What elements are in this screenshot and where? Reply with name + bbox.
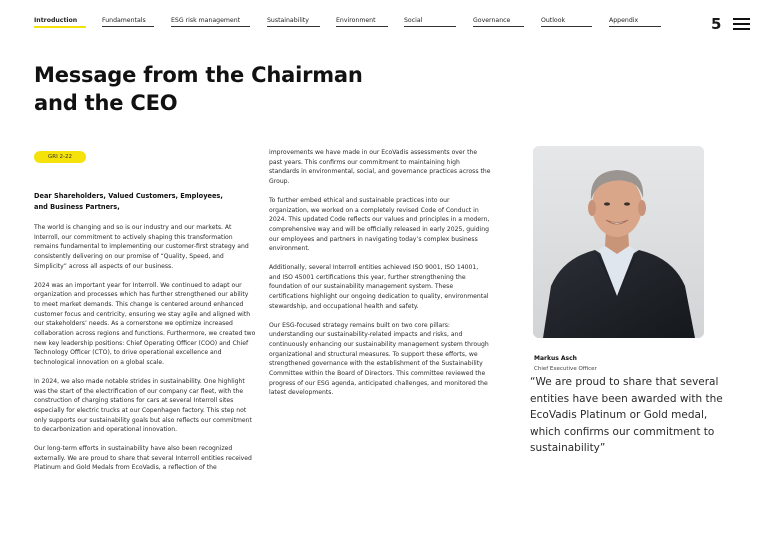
ceo-portrait-photo [533, 146, 704, 338]
top-navigation [0, 0, 765, 32]
nav-tab-sustainability[interactable]: Sustainability [267, 17, 320, 27]
page-title-line-2: and the CEO [34, 91, 178, 115]
gri-badge: GRI 2-22 [34, 151, 86, 163]
person-name: Markus Asch [534, 355, 577, 362]
paragraph: improvements we have made in our EcoVadis assessments over the past years. This confirms our commitment to maintaining high standards in environmental, social, and governance practices across the Group. [269, 149, 491, 186]
paragraph: The world is changing and so is our industry and our markets. At Interroll, our commitment to actively shaping this transformation remains fundamental to implementing our customer-first strategy and consistently delivering on our promise of “Quality, Speed, and Simplicity” across all aspects of our business. [34, 224, 249, 270]
nav-tab-social[interactable]: Social [404, 17, 456, 27]
paragraph: Our long-term efforts in sustainability have also been recognized externally. We are proud to share that several Interroll entities received Platinum and Gold Medals from EcoVadis, a reflection of the [34, 445, 252, 472]
paragraph: Additionally, several Interroll entities achieved ISO 9001, ISO 14001, and ISO 45001 certifications this year, further strengthening the foundation of our sustainability management system. These certifications highlight our ongoing dedication to quality, environmental stewardship, and occupational health and safety. [269, 264, 489, 310]
paragraph: In 2024, we also made notable strides in sustainability. One highlight was the start of the electrification of our company car fleet, with the construction of charging stations for cars at several Interroll sites especially for electric trucks at our Copenhagen factory. This step not only supports our sustainability goals but also reflects our commitment to decarbonization and operational innovation. [34, 377, 252, 434]
greeting-line-2: and Business Partners, [34, 203, 120, 211]
nav-tab-governance[interactable]: Governance [473, 17, 524, 27]
person-role: Chief Executive Officer [534, 366, 597, 372]
pull-quote: “We are proud to share that several entities have been awarded with the EcoVadis Platinum or Gold medal, which confirms our commitment to sustainability” [530, 376, 723, 454]
page-title [34, 61, 454, 117]
letter-column-1 [34, 191, 256, 482]
greeting-line-1: Dear Shareholders, Valued Customers, Employees, [34, 192, 223, 200]
nav-tab-appendix[interactable]: Appendix [609, 17, 661, 27]
nav-tab-environment[interactable]: Environment [336, 17, 388, 27]
paragraph: Our ESG-focused strategy remains built on two core pillars: understanding our sustainability-related impacts and risks, and continuously enhancing our sustainability management system through organizational and structural measures. To support these efforts, we strengthened governance with the establishment of the Sustainability Committee within the Board of Directors. This committee reviewed the progress of our ESG agenda, anticipated challenges, and monitored the latest developments. [269, 321, 489, 397]
portrait-illustration [533, 146, 704, 338]
paragraph: 2024 was an important year for Interroll. We continued to adapt our organization and processes which has further strengthened our ability to meet market demands. This change is centered around enhanced customer focus and centricity, ensuring we stay agile and aligned with our stakeholders’ needs. As a cornerstone we optimize increased collaboration across regions and functions. Furthermore, we created two new key leadership positions: Chief Operating Officer (COO) and Chief Technology Officer (CTO), to drive operational excellence and technological innovation on a global scale. [34, 281, 256, 367]
greeting [34, 191, 256, 213]
letter-column-2 [269, 148, 491, 407]
nav-tab-outlook[interactable]: Outlook [541, 17, 592, 27]
nav-tab-esg-risk-management[interactable]: ESG risk management [171, 17, 250, 27]
paragraph: To further embed ethical and sustainable practices into our organization, we worked on a completely revised Code of Conduct in 2024. This updated Code reflects our values and principles in a modern, comprehensive way and will be officially released in early 2025, guiding our employees and partners in navigating today’s complex business environment. [269, 196, 490, 253]
page-title-line-1: Message from the Chairman [34, 63, 363, 87]
page-number: 5 [711, 15, 722, 33]
hamburger-menu-icon[interactable] [733, 18, 750, 31]
nav-tab-fundamentals[interactable]: Fundamentals [102, 17, 154, 27]
nav-tab-introduction[interactable]: Introduction [34, 17, 86, 28]
